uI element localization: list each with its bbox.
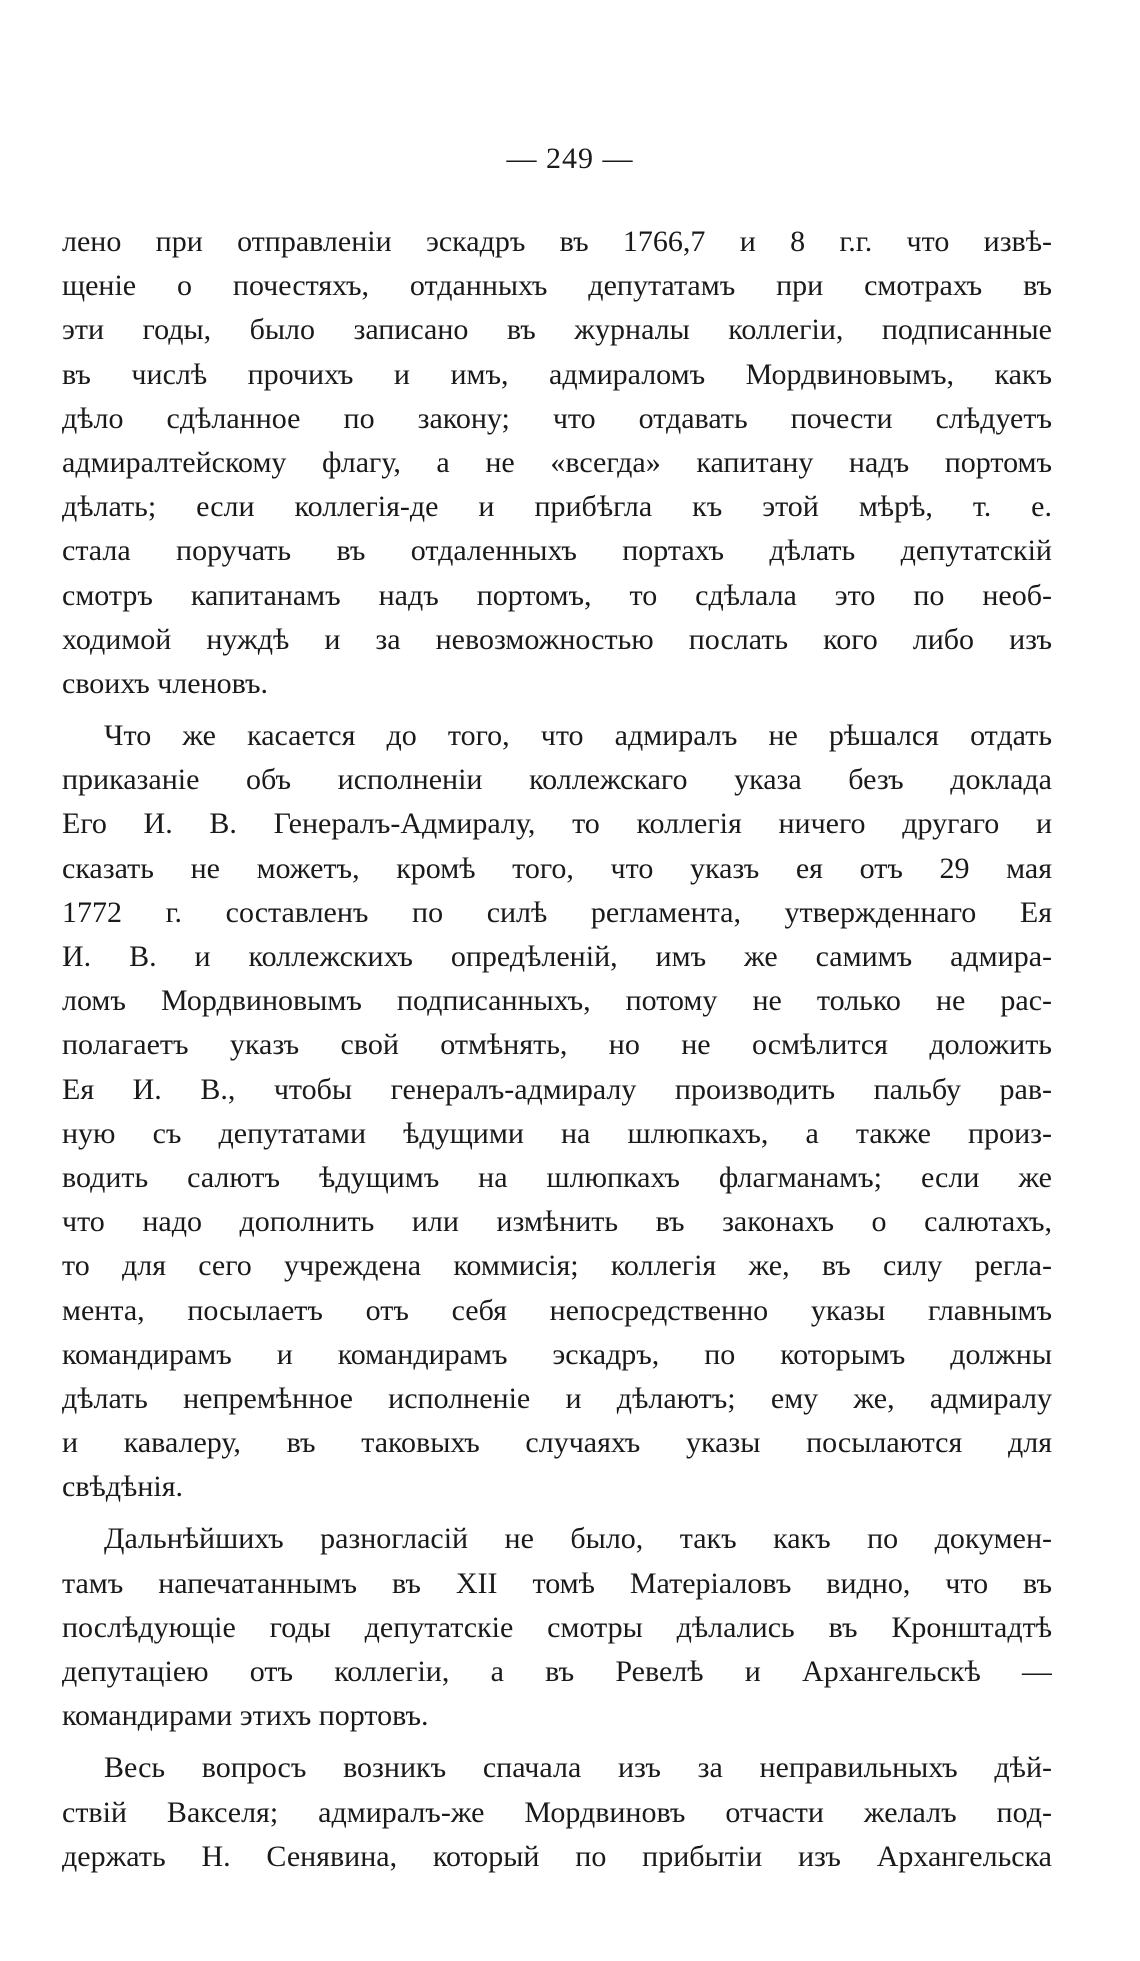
text-line: 1772 г. составленъ по силѣ регламента, утвержденнаго Ея (62, 895, 1052, 929)
text-line: Его И. В. Генералъ-Адмиралу, то коллегія ничего другаго и (62, 807, 1052, 841)
text-line: мента, посылаетъ отъ себя непосредственно указы главнымъ (62, 1293, 1052, 1327)
text-line: тамъ напечатаннымъ въ XII томѣ Матеріаловъ видно, что въ (62, 1566, 1052, 1600)
text-line: депутаціею отъ коллегіи, а въ Ревелѣ и Архангельскѣ — (62, 1655, 1052, 1688)
text-line: эти годы, было записано въ журналы коллегіи, подписанные (62, 313, 1052, 347)
paragraph-gap (62, 1738, 1052, 1746)
text-line: и кавалеру, въ таковыхъ случаяхъ указы посылаются для (62, 1426, 1052, 1460)
text-line: дѣло сдѣланное по закону; что отдавать почести слѣдуетъ (62, 401, 1052, 435)
text-line: ствій Вакселя; адмиралъ-же Мордвиновъ отчасти желалъ под- (62, 1795, 1052, 1829)
text-line: что надо дополнить или измѣнить въ законахъ о салютахъ, (62, 1205, 1052, 1239)
text-line: свѣдѣнія. (62, 1470, 184, 1504)
text-line: адмиралтейскому флагу, а не «всегда» капитану надъ портомъ (62, 445, 1052, 479)
text-line: водить салютъ ѣдущимъ на шлюпкахъ флагманамъ; если же (62, 1160, 1052, 1194)
text-line: своихъ членовъ. (62, 666, 269, 700)
text-line: ходимой нуждѣ и за невозможностью послать кого либо изъ (62, 622, 1052, 656)
text-line: стала поручать въ отдаленныхъ портахъ дѣлать депутатскій (62, 534, 1052, 568)
paragraph-gap (62, 1509, 1052, 1517)
text-line: Весь вопросъ возникъ спачала изъ за неправильныхъ дѣй- (104, 1751, 1052, 1785)
text-line: сказать не можетъ, кромѣ того, что указъ ея отъ 29 мая (62, 851, 1052, 885)
text-line: Дальнѣйшихъ разногласій не было, такъ какъ по докумен- (104, 1522, 1052, 1556)
text-line: смотръ капитанамъ надъ портомъ, то сдѣлала это по необ- (62, 578, 1052, 612)
paragraph-1 (62, 220, 1052, 706)
text-line: ломъ Мордвиновымъ подписанныхъ, потому не только не рас- (62, 984, 1052, 1018)
paragraph-2 (62, 714, 1052, 1509)
text-line: командирами этихъ портовъ. (62, 1699, 429, 1733)
body-text (62, 220, 1052, 1879)
text-line: дѣлать непремѣнное исполненіе и дѣлаютъ; ему же, адмиралу (62, 1381, 1052, 1415)
text-line: И. В. и коллежскихъ опредѣленій, имъ же самимъ адмира- (62, 940, 1052, 973)
text-line: командирамъ и командирамъ эскадръ, по которымъ должны (62, 1337, 1052, 1371)
text-line: Что же касается до того, что адмиралъ не рѣшался отдать (104, 719, 1052, 753)
text-line: лено при отправленіи эскадръ въ 1766,7 и 8 г.г. что извѣ- (62, 225, 1052, 258)
text-line: дѣлать; если коллегія-де и прибѣгла къ этой мѣрѣ, т. е. (62, 490, 1052, 524)
text-line: то для сего учреждена коммисія; коллегія же, въ силу регла- (62, 1249, 1052, 1283)
text-line: Ея И. В., чтобы генералъ-адмиралу производить пальбу рав- (62, 1072, 1052, 1106)
paragraph-3 (62, 1517, 1052, 1738)
text-line: держать Н. Сенявина, который по прибытіи изъ Архангельска (62, 1839, 1052, 1873)
page-number: — 249 — (506, 142, 634, 175)
text-line: полагаетъ указъ свой отмѣнять, но не осмѣлится доложить (62, 1028, 1052, 1062)
text-line: послѣдующіе годы депутатскіе смотры дѣлались въ Кронштадтѣ (62, 1610, 1052, 1644)
text-line: приказаніе объ исполненіи коллежскаго указа безъ доклада (62, 763, 1052, 797)
paragraph-4 (62, 1746, 1052, 1879)
paragraph-gap (62, 706, 1052, 714)
text-line: ную съ депутатами ѣдущими на шлюпкахъ, а также произ- (62, 1116, 1052, 1150)
text-line: въ числѣ прочихъ и имъ, адмираломъ Мордвиновымъ, какъ (62, 357, 1052, 391)
text-line: щеніе о почестяхъ, отданныхъ депутатамъ при смотрахъ въ (62, 269, 1052, 303)
